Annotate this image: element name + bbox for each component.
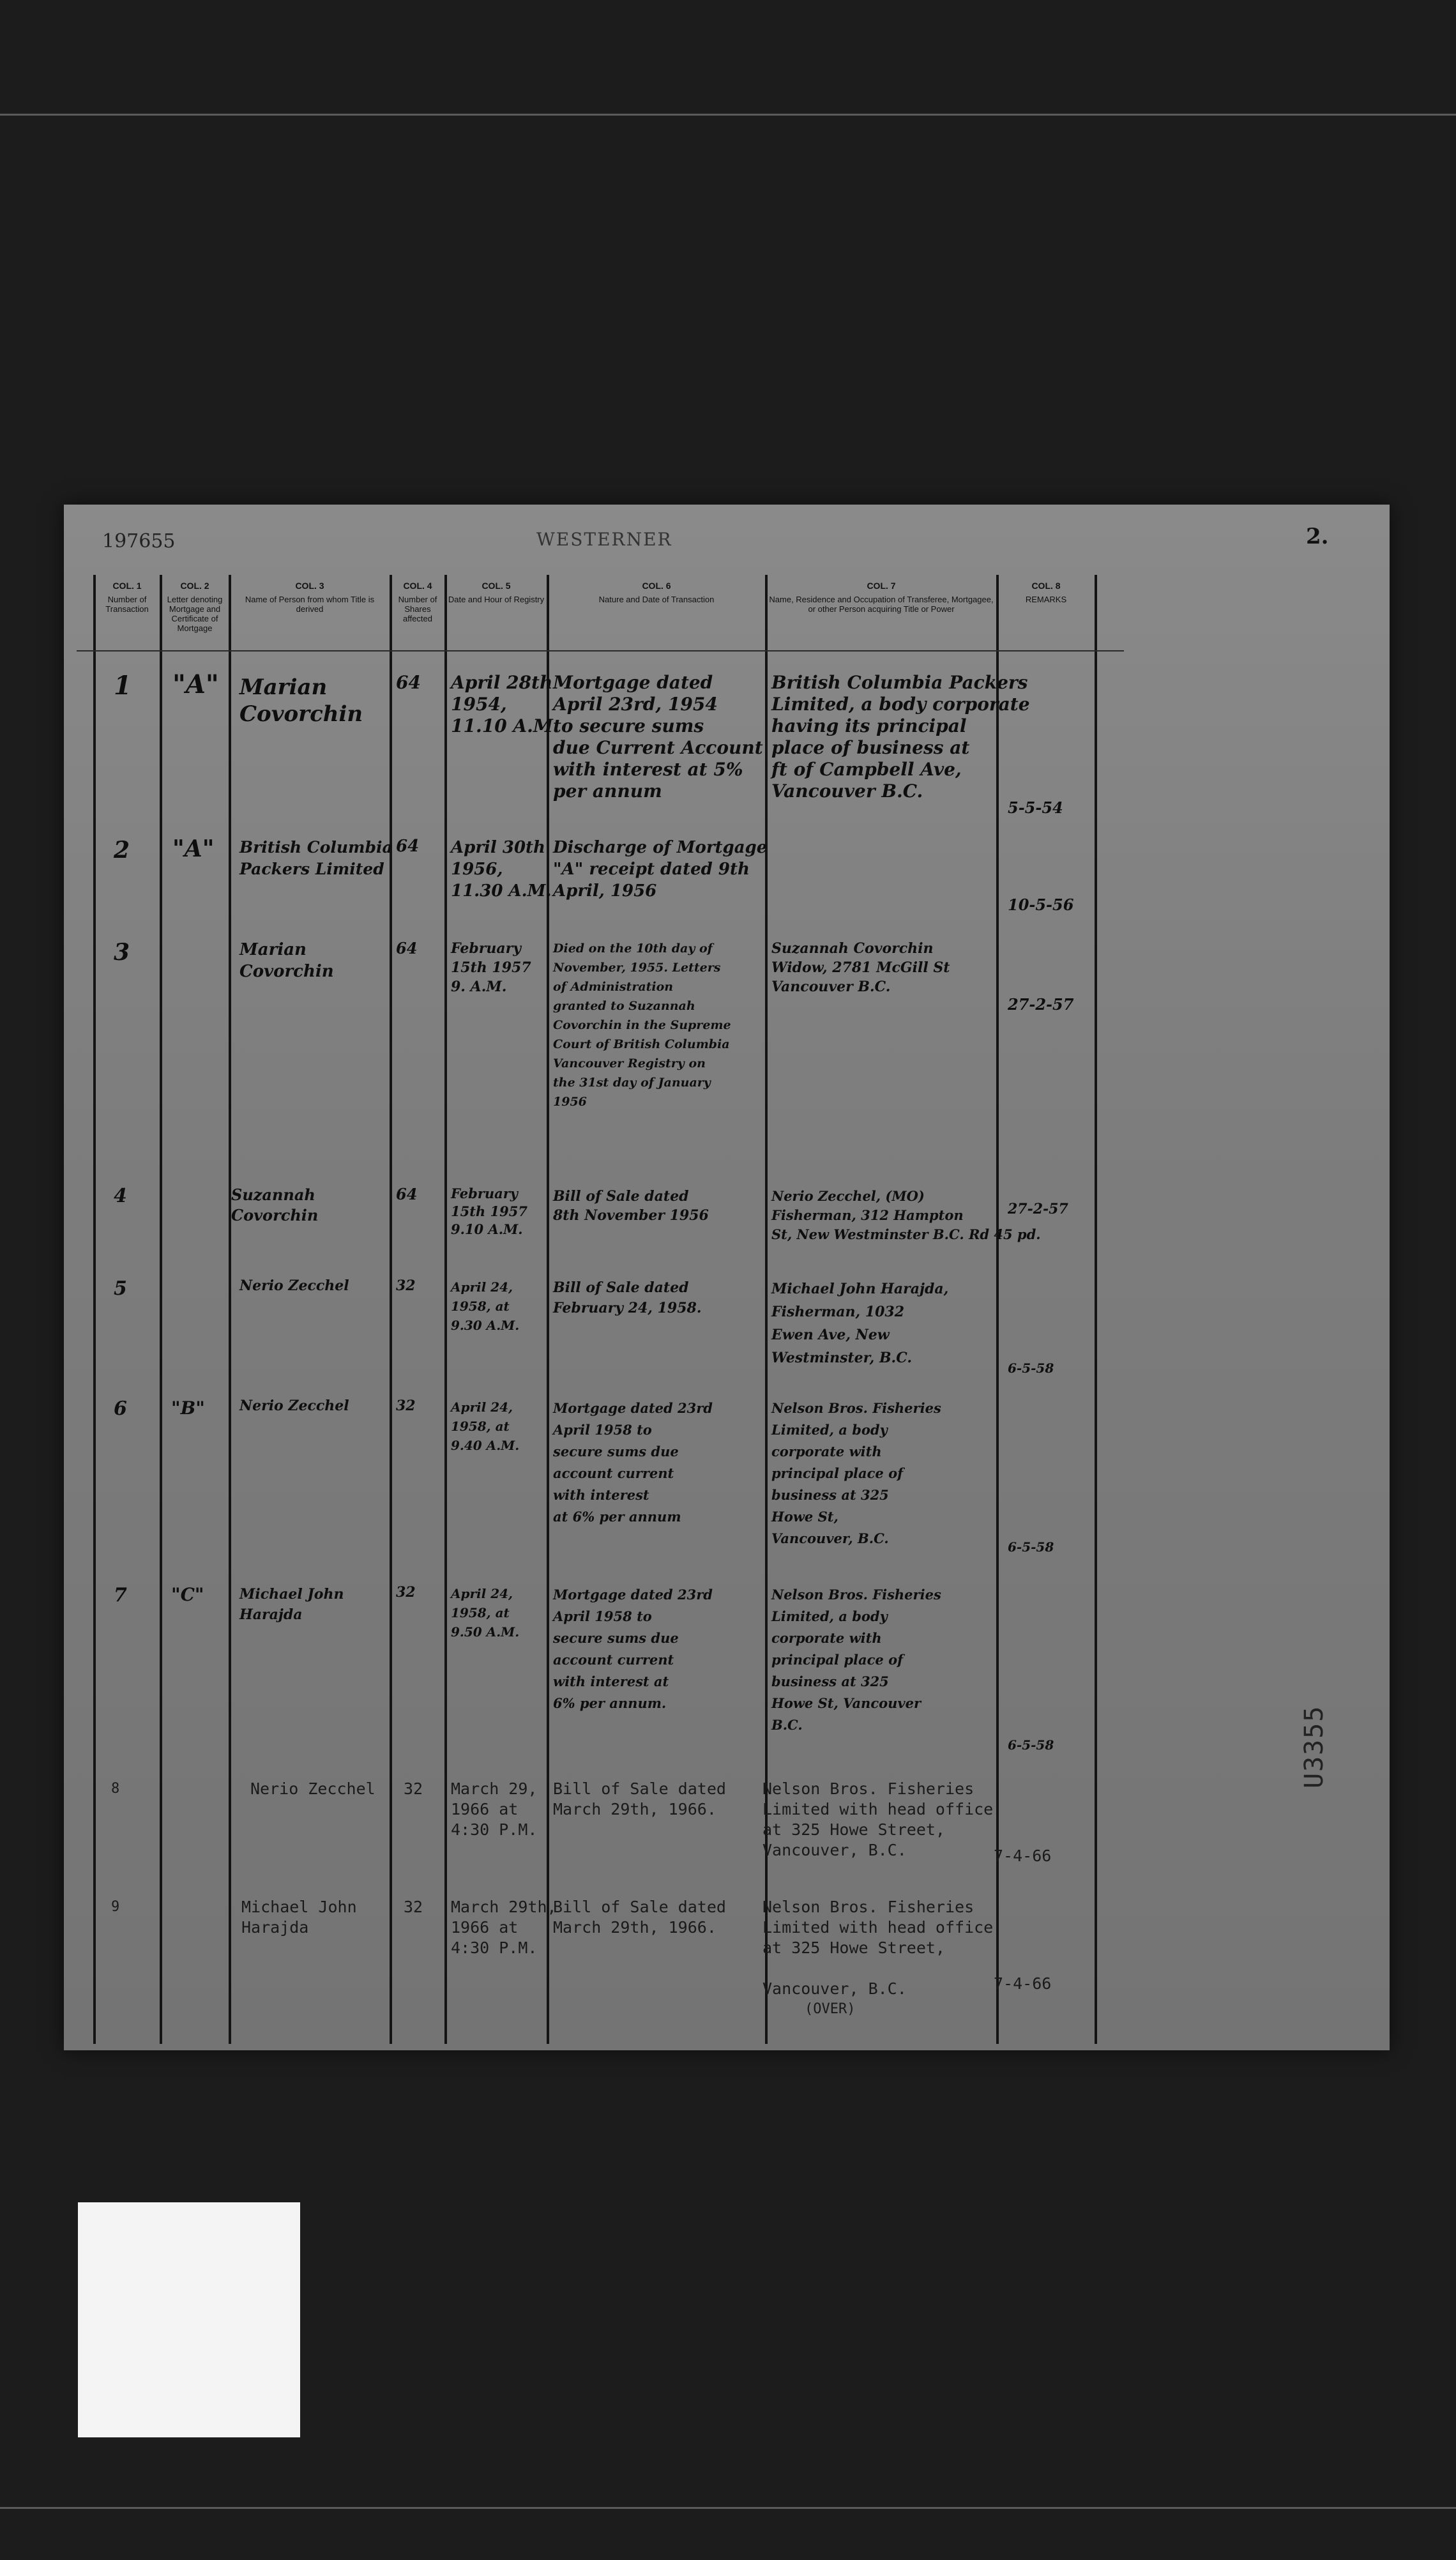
title-from: Michael John Harajda [239,1586,344,1623]
transaction-nature: Mortgage dated April 23rd, 1954 to secure sums due Current Account with interest at 5% per annum [553,672,763,802]
mortgage-letter: "C" [171,1584,204,1605]
column-rule [390,575,392,2044]
title-from: Suzannah Covorchin [231,1185,319,1224]
document-id: 197655 [102,530,176,552]
title-from: Michael John Harajda [241,1898,357,1937]
transaction-nature: Bill of Sale dated February 24, 1958. [553,1279,702,1316]
transaction-number: 9 [111,1899,120,1915]
shares: 32 [404,1779,423,1798]
remarks: 6-5-58 [1008,1360,1054,1376]
title-from: Nerio Zecchel [239,1277,349,1294]
registry-date: April 24, 1958, at 9.30 A.M. [451,1279,520,1333]
remarks: 6-5-58 [1008,1539,1054,1555]
over-note: (OVER) [805,2001,856,2017]
page-number: 2. [1306,524,1329,549]
title-acquirer: Michael John Harajda, Fisherman, 1032 Ewen Ave, New Westminster, B.C. [771,1281,949,1366]
transaction-number: 3 [114,939,130,966]
registry-date: March 29th, 1966 at 4:30 P.M. [451,1898,557,1957]
column-header-6: COL. 6 Nature and Date of Transaction [598,581,715,604]
transaction-number: 5 [114,1277,127,1300]
column-rule [160,575,162,2044]
column-header-5: COL. 5 Date and Hour of Registry [448,581,545,604]
registry-date: February 15th 1957 9. A.M. [451,940,531,995]
transaction-nature: Mortgage dated 23rd April 1958 to secure sums due account current with interest at 6% per annum [553,1400,713,1525]
registry-date: April 28th 1954, 11.10 A.M. [451,672,559,736]
remarks: 5-5-54 [1008,798,1063,817]
mortgage-letter: "A" [172,835,215,862]
remarks: 7-4-66 [994,1847,1052,1865]
shares: 32 [396,1584,416,1601]
remarks: 6-5-58 [1008,1737,1054,1753]
column-header-3: COL. 3 Name of Person from whom Title is derived [245,581,375,614]
film-frame-top-line [0,114,1456,116]
transaction-nature: Bill of Sale dated 8th November 1956 [553,1188,709,1224]
remarks: 27-2-57 [1008,995,1074,1014]
blank-label-rectangle [78,2202,300,2437]
transaction-nature: Discharge of Mortgage "A" receipt dated 9th April, 1956 [553,838,768,901]
registry-date: April 24, 1958, at 9.40 A.M. [451,1399,520,1453]
title-acquirer: Nerio Zecchel, (MO) Fisherman, 312 Hampton St, New Westminster B.C. Rd 45 pd. [771,1188,1041,1242]
column-header-4: COL. 4 Number of Shares affected [398,581,437,623]
transaction-number: 6 [114,1398,127,1420]
mortgage-letter: "B" [171,1398,205,1419]
column-rule [229,575,231,2044]
side-stamp: U3355 [1300,1705,1329,1788]
registry-date: April 30th 1956, 11.30 A.M. [451,838,552,901]
title-from: Nerio Zecchel [250,1779,375,1798]
header-rule [77,650,1124,651]
transaction-number: 4 [114,1185,127,1207]
transaction-number: 2 [114,837,130,864]
column-header-1: COL. 1 Number of Transaction [105,581,149,614]
shares: 64 [396,1185,418,1203]
registry-date: March 29, 1966 at 4:30 P.M. [451,1779,538,1839]
title-acquirer: Nelson Bros. Fisheries Limited, a body corporate with principal place of business at 325 Howe St, Vancouver B.C. [771,1587,941,1733]
remarks: 27-2-57 [1008,1201,1068,1217]
transaction-nature: Bill of Sale dated March 29th, 1966. [553,1898,726,1937]
register-title: WESTERNER [536,529,672,550]
column-rule [1095,575,1097,2044]
column-header-7: COL. 7 Name, Residence and Occupation of Transferee, Mortgagee, or other Person acquiring Title or Power [769,581,994,614]
shares: 64 [396,837,420,856]
register-page [64,505,1390,2050]
transaction-nature: Died on the 10th day of November, 1955. Letters of Administration granted to Suzannah Covorchin in the Supreme Court of British Columbia Vancouver Registry on the 31st day of January 1956 [553,941,731,1109]
column-rule [547,575,549,2044]
transaction-nature: Bill of Sale dated March 29th, 1966. [553,1779,726,1818]
title-acquirer: British Columbia Packers Limited, a body corporate having its principal place of business at ft of Campbell Ave, Vancouver B.C. [771,672,1030,802]
column-rule [444,575,447,2044]
shares: 32 [404,1898,423,1916]
registry-date: February 15th 1957 9.10 A.M. [451,1185,527,1237]
transaction-number: 7 [114,1584,127,1606]
shares: 32 [396,1398,416,1414]
column-header-2: COL. 2 Letter denoting Mortgage and Certificate of Mortgage [167,581,223,633]
shares: 64 [396,672,421,693]
title-acquirer: Nelson Bros. Fisheries Limited with head office at 325 Howe Street, Vancouver, B.C. [762,1898,994,1998]
transaction-number: 1 [114,671,132,701]
transaction-nature: Mortgage dated 23rd April 1958 to secure sums due account current with interest at 6% per annum. [553,1587,713,1711]
title-from: Marian Covorchin [239,940,334,981]
shares: 64 [396,939,418,957]
title-from: Nerio Zecchel [239,1398,349,1414]
mortgage-letter: "A" [172,669,219,699]
column-rule [93,575,96,2044]
film-frame-bottom-line [0,2507,1456,2509]
title-acquirer: Nelson Bros. Fisheries Limited with head office at 325 Howe Street, Vancouver, B.C. [762,1779,994,1859]
title-from: British Columbia Packers Limited [239,838,393,878]
column-header-8: COL. 8 REMARKS [1025,581,1067,604]
remarks: 10-5-56 [1008,895,1074,914]
shares: 32 [396,1277,416,1294]
title-acquirer: Nelson Bros. Fisheries Limited, a body corporate with principal place of business at 325 Howe St, Vancouver, B.C. [771,1400,941,1546]
transaction-number: 8 [111,1781,120,1797]
remarks: 7-4-66 [994,1974,1052,1993]
title-acquirer: Suzannah Covorchin Widow, 2781 McGill St Vancouver B.C. [771,940,950,995]
registry-date: April 24, 1958, at 9.50 A.M. [451,1586,520,1640]
title-from: Marian Covorchin [239,674,363,727]
